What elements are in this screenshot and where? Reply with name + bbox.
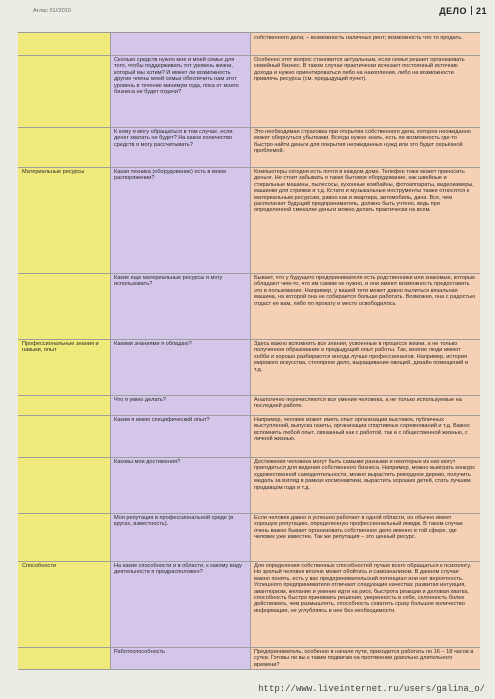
table-row [18, 167, 480, 274]
row-comment: Для определения собственных способностей лучше всего обращаться к психологу. Но зрелый человек вполне может обойтись и самоанализом. В данном случае важно понять, есть у вас предпринимательский потенциал или нет вероятность. Успешного предпринимателя отличают следующие качества: развитая интуиция, авантюризм, желание и умение идти на риск, быстрота реакции и деловая хватка, способность быстро принимать решения, уверенность в себе, склонность более действовать, чем размышлять, способность схватить сразу большое количество информации, не углубляясь в нее без необходимости. [254, 563, 472, 614]
row-category [22, 515, 106, 560]
table-row [18, 457, 480, 514]
resources-table [18, 32, 480, 669]
row-comment: Если человек давно и успешно работает в одной области, он обычно имеет хорошую репутацию, определенную профессиональный имидж. В таком случае очень важно бывает организовать собственное дело именно в той сфере, где человек уже известен. Так же репутация – это ценный ресурс. [254, 515, 463, 541]
table-row [18, 55, 480, 128]
row-category [22, 57, 106, 126]
page-number: 21 [475, 6, 487, 16]
row-comment: Предприниматель, особенно в начале пути, приходится работать по 16 – 18 часов в сутки. Готовы ли вы к таким подвигам на протяжении довольно длительного времени? [254, 649, 474, 668]
row-question: Сколько средств нужно мне и моей семье для того, чтобы поддерживать тот уровень жизни, который мы хотим? И имеет ли возможность другие члены моей семьи обеспечить нам этот уровень в течение минимум года, пока от моего бизнеса не будет отдачи? [114, 57, 239, 96]
row-comment: Особенно этот вопрос становится актуальным, если семья решает организовать семейный бизнес. В таком случае практически исчезает постоянный источник дохода и нужно ориентироваться либо на накопления, либо на возможности привлечь ресурсы (см. предыдущий пункт). [254, 57, 465, 83]
row-comment: Бывает, что у будущего предпринимателя есть родственники или знакомые, которые обладают чем-то, что им самим не нужно, и они имеют возможность предоставить это в пользование. Например, у вашей тети может давно пылиться вязальная машина, на которой она не собирается больше работать. Возможно, она с радостью отдаст ее вам, либо по прокату и место освободилось. [254, 275, 476, 307]
table-row [18, 127, 480, 168]
table-row [18, 513, 480, 562]
table-row [18, 273, 480, 340]
row-question [114, 35, 246, 54]
row-question: Каковы мои достижения? [114, 459, 181, 465]
row-comment: Например, человек может иметь опыт организации выставок, публичных выступлений, выпуска газеты, организации спортивных соревнований и т.д. Важно вспомнить любой опыт, связанный как с работой, так и с общественной жизнью, с личной жизнью. [254, 417, 470, 443]
row-comment: Достижения человека могут быть самыми разными и некоторые из них могут пригодиться для ведения собственного бизнеса. Например, можно выиграть конкурс художественной самодеятельности, можно вырастить рекордное дерево, получить медаль за взгляд в рамках космонавтики, вырастить хороших детей, стать лучшим продавцом года и т.д. [254, 459, 476, 491]
row-category: Способности [22, 563, 57, 569]
row-question: Моя репутация в профессиональной среде (в кругах, известность). [114, 515, 234, 528]
row-category [22, 397, 106, 414]
row-comment: Компьютеры сегодня есть почти в каждом доме. Телефон тоже может приносить деньги. Не стоит забывать о таких бытовое оборудование, как швейные и стиральные машины, пылесосы, кухонные комбайны, фотоаппараты, видеокамеры, машинки для стрижки и т.д. Кстати и музыкальные инструменты также относятся к материальным ресурсам, равно как и квартира, автомобиль, дача. Все, чем располагает будущий предприниматель, должно быть учтено, ведь при определенной смекалке деньги можно делать практически на всем. [254, 169, 474, 214]
table-row [18, 415, 480, 458]
row-category [22, 417, 106, 456]
section-title: ДЕЛО [439, 6, 467, 16]
row-question: На какие способности и в области, к какому виду деятельности я предрасположен? [114, 563, 242, 576]
row-question: Какая техника (оборудование) есть в моем распоряжении? [114, 169, 226, 182]
table-row [18, 561, 480, 648]
row-comment: Здесь важно вспомнить все знания, усвоенные в процессе жизни, а не только полученное образование и предыдущий опыт работы. Так, многие люди имеют хобби и хорошо разбираются иногда лучше профессионалов. Например, история мирового искусства, столярное дело, выращивание овощей, дизайн помещений и т.д. [254, 341, 468, 373]
row-question: К кому я могу обращаться в том случае, если денег хватать не будет? На какое количество средств я могу рассчитывать? [114, 129, 233, 148]
row-question: Какие еще материальные ресурсы я могу использовать? [114, 275, 223, 288]
row-category [22, 35, 106, 54]
row-comment: собственного дела; – возможность наличных рент; возможность что то продать. [254, 35, 463, 41]
row-question: Что я умею делать? [114, 397, 166, 403]
row-category [22, 129, 106, 166]
row-category [22, 649, 106, 668]
row-question: Какими знаниями я обладаю? [114, 341, 192, 347]
section-header [439, 6, 487, 16]
page-header [0, 0, 495, 26]
table-row [18, 339, 480, 396]
row-category: Профессиональные знания и навыки, опыт [22, 341, 99, 354]
row-category [22, 459, 106, 512]
table-row [18, 33, 480, 56]
issue-label: Атлас 01//2010 [33, 8, 71, 14]
row-category: Материальные ресурсы [22, 169, 85, 175]
row-question: Работоспособность [114, 649, 166, 655]
row-question: Каким я имею специфический опыт? [114, 417, 210, 423]
table-row [18, 647, 480, 670]
table-row [18, 395, 480, 416]
header-divider [471, 6, 472, 15]
row-comment: Аналогично перечисляются все умения человека, а не только используемые на последней работе. [254, 397, 462, 410]
row-category [22, 275, 106, 338]
row-comment: Это необходимая страховка при открытии собственного дела, которое неожиданно может обернуться убытками. Всегда нужно знать, есть ли возможность где-то быстро найти деньги для покрытия неожиданных нужд или это будет серьёзной проблемой. [254, 129, 471, 155]
source-url: http://www.liveinternet.ru/users/galina_o/ [258, 684, 485, 694]
